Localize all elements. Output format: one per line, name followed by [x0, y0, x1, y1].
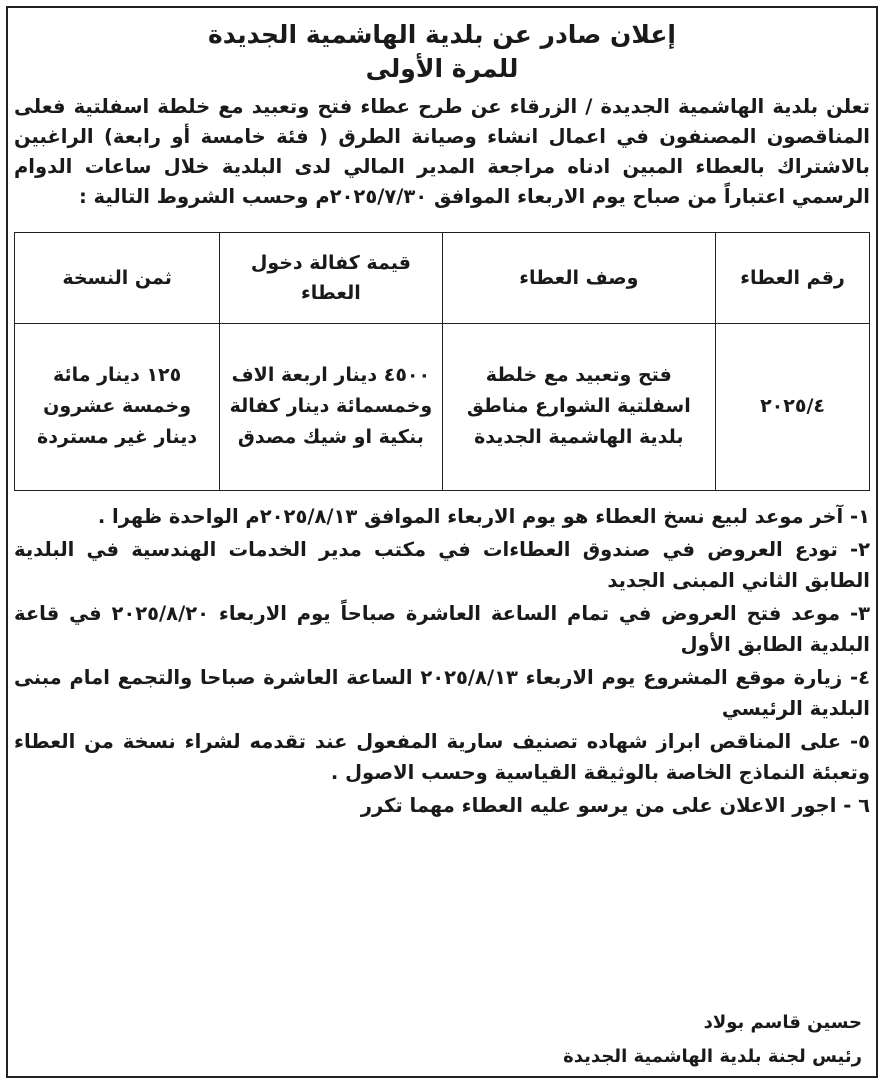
header-tender-description: وصف العطاء: [442, 232, 716, 323]
signature-block: [563, 1006, 862, 1074]
cell-tender-number: ٢٠٢٥/٤: [716, 323, 870, 490]
conditions-list: [14, 501, 870, 821]
signatory-title: رئيس لجنة بلدية الهاشمية الجديدة: [563, 1046, 862, 1067]
cell-copy-price: ١٢٥ دينار مائة وخمسة عشرون دينار غير مستردة: [15, 323, 220, 490]
cell-tender-description: فتح وتعبيد مع خلطة اسفلتية الشوارع مناطق بلدية الهاشمية الجديدة: [442, 323, 716, 490]
header-tender-number: رقم العطاء: [716, 232, 870, 323]
announcement-title: إعلان صادر عن بلدية الهاشمية الجديدة: [208, 20, 676, 49]
condition-item: ١- آخر موعد لبيع نسخ العطاء هو يوم الاربعاء الموافق ٢٠٢٥/٨/١٣م الواحدة ظهرا .: [97, 504, 870, 528]
condition-item: ٣- موعد فتح العروض في تمام الساعة العاشرة صباحاً يوم الاربعاء ٢٠٢٥/٨/٢٠ في قاعة البلدية الطابق الأول: [14, 601, 870, 656]
announcement-body: [14, 18, 870, 823]
condition-item: ٥- على المناقص ابراز شهاده تصنيف سارية المفعول عند تقدمه لشراء نسخة من العطاء وتعبئة النماذج الخاصة بالوثيقة القياسية وحسب الاصول .: [14, 729, 870, 784]
condition-item: ٤- زيارة موقع المشروع يوم الاربعاء ٢٠٢٥/٨/١٣ الساعة العاشرة صباحا والتجمع امام مبنى البلدية الرئيسي: [14, 665, 870, 720]
announcement-frame: [6, 6, 878, 1078]
intro-paragraph: تعلن بلدية الهاشمية الجديدة / الزرقاء عن طرح عطاء فتح وتعبيد مع خلطة اسفلتية فعلى المناقصون المصنفون في اعمال انشاء وصيانة الطرق ( فئة خامسة أو رابعة) الراغبين بالاشتراك بالعطاء المبين ادناه مراجعة المدير المالي لدى البلدية خلال ساعات الدوام الرسمي اعتباراً من صباح يوم الاربعاء الموافق ٢٠٢٥/٧/٣٠م وحسب الشروط التالية :: [14, 95, 870, 208]
signatory-name: حسين قاسم بولاد: [703, 1012, 862, 1033]
condition-item: ٢- تودع العروض في صندوق العطاءات في مكتب مدير الخدمات الهندسية في البلدية الطابق الثاني المبنى الجديد: [14, 537, 870, 592]
table-header-row: [15, 232, 870, 323]
cell-bid-bond-value: ٤٥٠٠ دينار اربعة الاف وخمسمائة دينار كفالة بنكية او شيك مصدق: [220, 323, 442, 490]
condition-item: ٦ - اجور الاعلان على من يرسو عليه العطاء مهما تكرر: [360, 793, 870, 817]
header-bid-bond-value: قيمة كفالة دخول العطاء: [220, 232, 442, 323]
tender-table: [14, 232, 870, 491]
header-copy-price: ثمن النسخة: [15, 232, 220, 323]
announcement-subtitle: للمرة الأولى: [365, 54, 519, 83]
table-row: [15, 323, 870, 490]
